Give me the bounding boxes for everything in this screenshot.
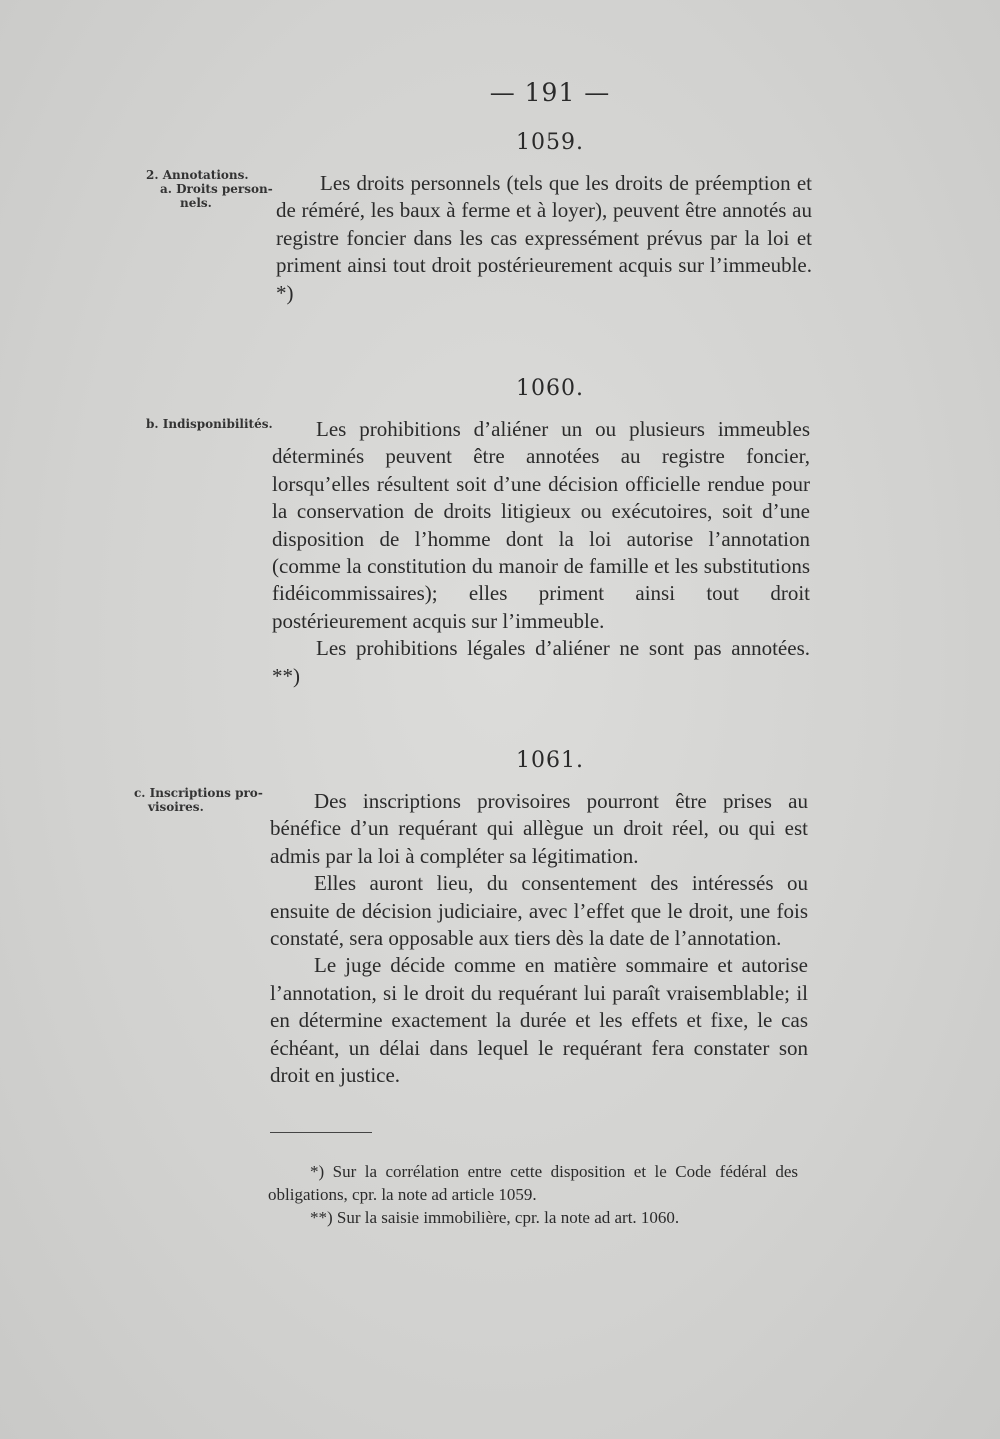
paragraph: Des inscriptions provisoires pourront être prises au bénéfice d’un requérant qui allègue un droit réel, ou qui est admis par la loi à compléter sa légitimation.	[270, 789, 808, 868]
margin-note-line: a. Droits person-	[160, 182, 273, 196]
article-text-1061	[270, 788, 808, 1089]
margin-note-1059	[146, 168, 286, 210]
margin-note-line: 2. Annotations.	[146, 168, 249, 182]
article-text-1059	[276, 170, 812, 307]
margin-note-line: nels.	[180, 196, 212, 210]
paragraph: Le juge décide comme en matière sommaire et autorise l’annotation, si le droit du requérant lui paraît vraisemblable; il en détermine exactement la durée et les effets et fixe, le cas échéant, un délai dans lequel le requérant fera constater son droit en justice.	[270, 953, 808, 1088]
margin-note-1060	[146, 417, 286, 431]
margin-note-1061	[134, 786, 274, 814]
page-number: — 191 —	[489, 78, 611, 107]
margin-note-line: c. Inscriptions pro-	[134, 786, 263, 800]
footnote: *) Sur la corrélation entre cette disposition et le Code fédéral des obligations, cpr. la note ad article 1059.	[268, 1162, 798, 1204]
paragraph: Les prohibitions légales d’aliéner ne sont pas annotées. **)	[272, 636, 810, 688]
paragraph: Les prohibitions d’aliéner un ou plusieurs immeubles déterminés peuvent être annotées au registre foncier, lorsqu’elles résultent soit d’une décision officielle rendue pour la conservation de droits litigieux ou exécutoires, soit d’une disposition de l’homme dont la loi autorise l’annotation (comme la constitution du manoir de famille et les substitutions fidéicommissaires); elles priment ainsi tout droit postérieurement acquis sur l’immeuble.	[272, 417, 810, 633]
margin-note-line: b. Indisponibilités.	[146, 417, 273, 431]
article-number-1061: 1061.	[516, 748, 584, 773]
footnotes	[268, 1160, 798, 1229]
article-number-1060: 1060.	[516, 376, 584, 401]
margin-note-line: visoires.	[148, 800, 204, 814]
footnote: **) Sur la saisie immobilière, cpr. la note ad art. 1060.	[310, 1208, 680, 1227]
article-number-1059: 1059.	[516, 130, 584, 155]
paragraph: Les droits personnels (tels que les droits de préemption et de réméré, les baux à ferme et à loyer), peuvent être annotés au registre foncier dans les cas expressément prévus par la loi et priment ainsi tout droit postérieurement acquis sur l’immeuble. *)	[276, 171, 812, 305]
article-text-1060	[272, 416, 810, 690]
footnote-divider	[270, 1132, 372, 1133]
paragraph: Elles auront lieu, du consentement des intéressés ou ensuite de décision judiciaire, avec l’effet que le droit, une fois constaté, sera opposable aux tiers dès la date de l’annotation.	[270, 871, 808, 951]
